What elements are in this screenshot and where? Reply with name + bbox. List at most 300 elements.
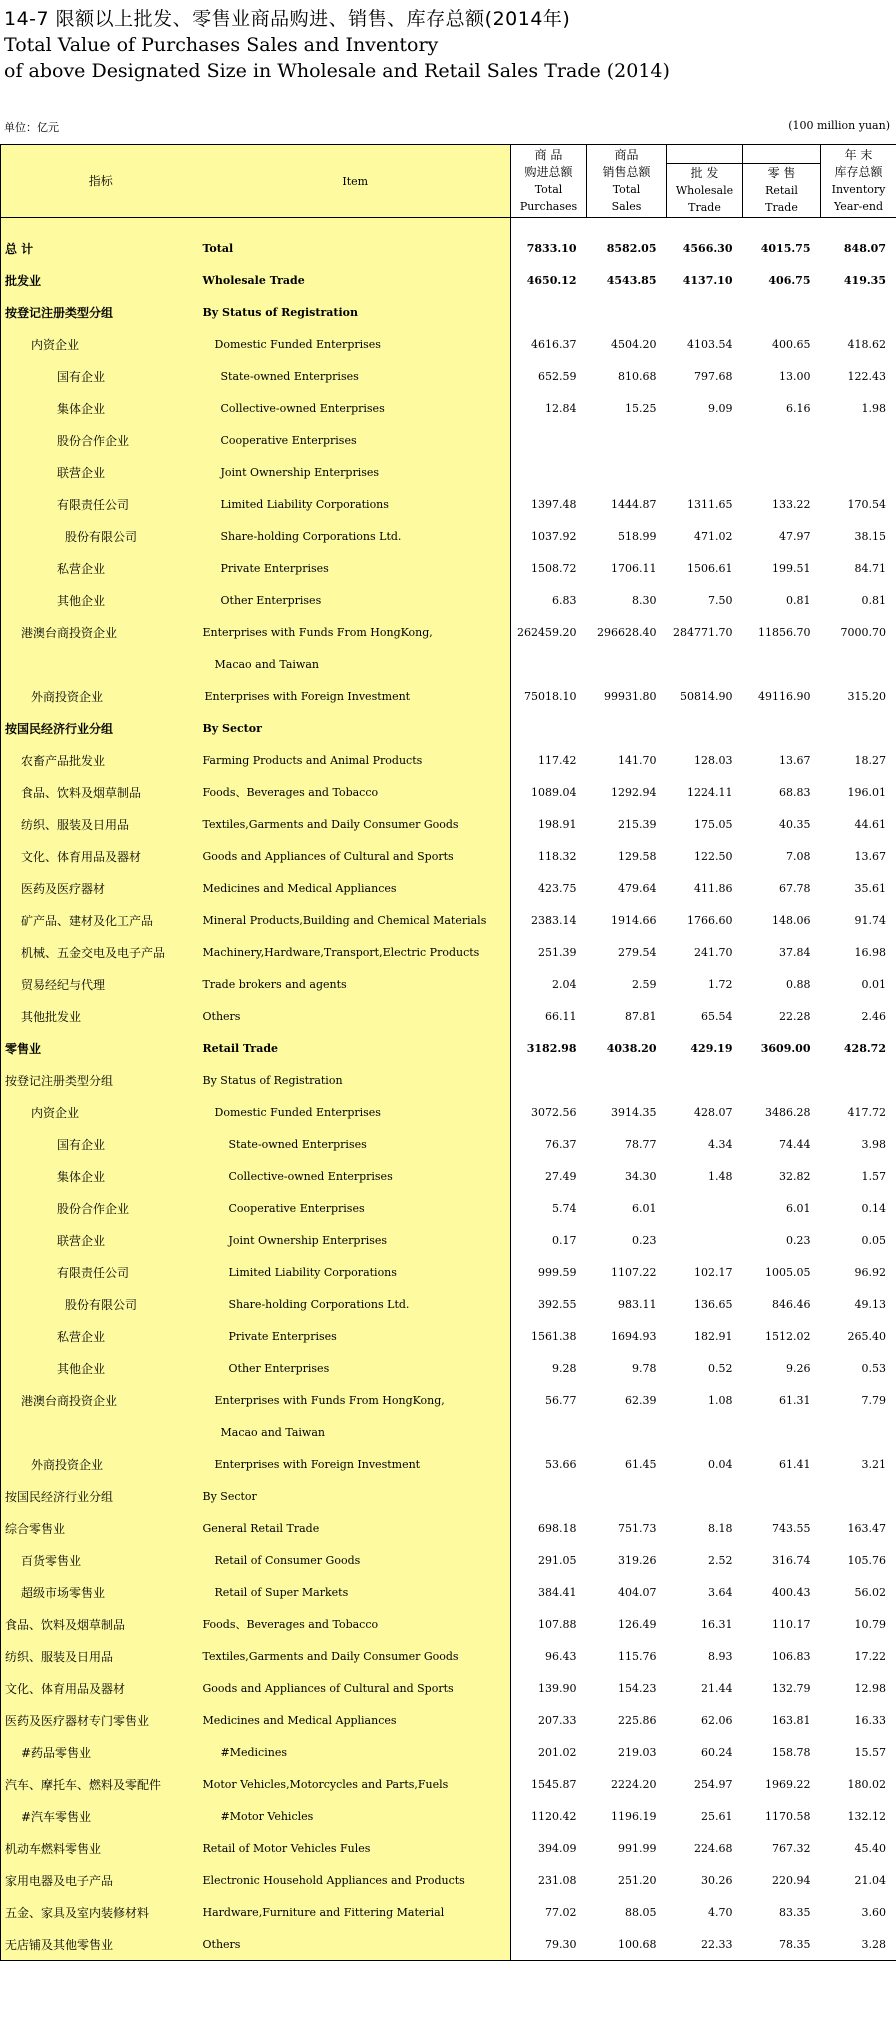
cell-wholesale: 224.68 [694,1841,733,1855]
cell-inventory: 132.12 [821,1800,896,1832]
cell-retail: 11856.70 [758,625,811,639]
cell-purchases: 27.49 [545,1169,577,1183]
cell-inventory: 0.05 [821,1224,896,1256]
cell-inventory: 163.47 [821,1512,896,1544]
row-item-en: Machinery,Hardware,Transport,Electric Products [201,936,511,968]
table-row [1,1288,896,1320]
cell-wholesale: 22.33 [667,1928,743,1961]
cell-inventory: 21.04 [821,1864,896,1896]
cell-sales: 15.25 [625,401,657,415]
table-row [1,648,896,680]
table-row [1,968,896,1000]
row-indicator-cn: 其他企业 [1,584,201,616]
row-item-en: Retail of Motor Vehicles Fules [201,1832,511,1864]
cell-retail: 6.16 [786,401,811,415]
cell-purchases [511,296,587,328]
cell-sales [587,712,667,744]
cell-inventory: 122.43 [821,360,896,392]
cell-inventory: 170.54 [821,488,896,520]
row-item-en: Foods、Beverages and Tobacco [201,776,511,808]
cell-inventory: 7000.70 [821,616,896,648]
row-item-en: Joint Ownership Enterprises [201,456,511,488]
row-indicator-cn: 矿产品、建材及化工产品 [1,904,201,936]
cell-retail: 4015.75 [760,241,811,255]
cell-retail: 32.82 [779,1169,811,1183]
cell-purchases: 66.11 [545,1009,577,1023]
cell-purchases: 56.77 [545,1393,577,1407]
cell-retail: 0.88 [786,977,811,991]
cell-retail: 133.22 [772,497,811,511]
cell-retail: 74.44 [779,1137,811,1151]
header-wholesale [667,164,743,218]
row-item-en: Electronic Household Appliances and Products [201,1864,511,1896]
cell-wholesale: 241.70 [694,945,733,959]
row-indicator-cn: 超级市场零售业 [1,1576,201,1608]
cell-retail: 9.26 [786,1361,811,1375]
row-item-en: Macao and Taiwan [201,648,511,680]
table-row [1,616,896,648]
cell-sales: 1196.19 [611,1809,657,1823]
row-item-en: State-owned Enterprises [201,360,511,392]
row-indicator-cn: 股份有限公司 [1,520,201,552]
row-item-en: Private Enterprises [201,552,511,584]
table-row [1,1416,896,1448]
row-indicator-cn: 股份合作企业 [1,1192,201,1224]
row-item-en: Domestic Funded Enterprises [201,328,511,360]
cell-wholesale [667,1192,743,1224]
cell-retail: 846.46 [772,1297,811,1311]
header-wholesale-en: Wholesale Trade [675,184,734,214]
cell-inventory: 1.57 [821,1160,896,1192]
statistics-table [0,144,896,1961]
row-indicator-cn: 文化、体育用品及器材 [1,1672,201,1704]
cell-sales: 8.30 [632,593,657,607]
cell-wholesale [667,456,743,488]
cell-inventory: 3.60 [821,1896,896,1928]
cell-wholesale [667,1480,743,1512]
spacer-row [1,218,896,233]
cell-purchases [511,1416,587,1448]
cell-sales: 479.64 [618,881,657,895]
table-row [1,1736,896,1768]
cell-purchases [511,648,587,680]
cell-retail: 67.78 [779,881,811,895]
row-indicator-cn: 外商投资企业 [1,680,201,712]
cell-purchases: 75018.10 [524,689,577,703]
table-row [1,1480,896,1512]
cell-inventory: 419.35 [821,264,896,296]
cell-wholesale [667,296,743,328]
table-row [1,1032,896,1064]
row-item-en: Limited Liability Corporations [201,488,511,520]
cell-wholesale: 1311.65 [687,497,733,511]
table-row [1,488,896,520]
table-row [1,552,896,584]
row-item-en: #Medicines [201,1736,511,1768]
cell-inventory: 56.02 [821,1576,896,1608]
row-item-en: Textiles,Garments and Daily Consumer Goods [201,808,511,840]
cell-inventory: 0.14 [821,1192,896,1224]
cell-wholesale: 1224.11 [687,785,733,799]
cell-wholesale: 182.91 [694,1329,733,1343]
table-row [1,776,896,808]
row-indicator-cn [1,648,201,680]
cell-inventory: 15.57 [821,1736,896,1768]
cell-sales: 1444.87 [611,497,657,511]
cell-inventory [821,456,896,488]
cell-retail [743,648,821,680]
row-indicator-cn: 无店铺及其他零售业 [1,1928,201,1961]
cell-wholesale: 0.04 [708,1457,733,1471]
cell-retail: 148.06 [772,913,811,927]
cell-purchases: 76.37 [545,1137,577,1151]
cell-purchases: 999.59 [538,1265,577,1279]
header-wholesale-cn: 批 发 [690,166,719,180]
row-indicator-cn: 联营企业 [1,1224,201,1256]
cell-retail: 68.83 [779,785,811,799]
cell-sales: 225.86 [618,1713,657,1727]
header-purchases [511,145,587,218]
cell-purchases: 652.59 [538,369,577,383]
cell-retail: 83.35 [779,1905,811,1919]
cell-retail: 1512.02 [765,1329,811,1343]
table-row [1,1448,896,1480]
cell-retail [743,712,821,744]
cell-retail: 49116.90 [758,689,811,703]
header-inventory [821,145,896,218]
cell-inventory: 16.33 [821,1704,896,1736]
row-item-en: By Sector [201,1480,511,1512]
cell-wholesale: 122.50 [694,849,733,863]
row-item-en: Share-holding Corporations Ltd. [201,520,511,552]
cell-wholesale: 2.52 [708,1553,733,1567]
cell-wholesale: 4137.10 [682,273,733,287]
header-sales-en: Total Sales [611,183,642,213]
row-indicator-cn: 集体企业 [1,392,201,424]
table-row [1,1768,896,1800]
cell-sales [587,424,667,456]
cell-purchases: 392.55 [538,1297,577,1311]
cell-purchases [511,1064,587,1096]
row-indicator-cn: 股份有限公司 [1,1288,201,1320]
header-indicator: 指标 [1,145,201,218]
cell-retail: 6.01 [786,1201,811,1215]
cell-inventory: 265.40 [821,1320,896,1352]
cell-wholesale: 284771.70 [673,625,733,639]
cell-retail: 13.00 [779,369,811,383]
cell-purchases: 79.30 [511,1928,587,1961]
cell-purchases: 1508.72 [531,561,577,575]
cell-sales: 34.30 [625,1169,657,1183]
cell-inventory: 18.27 [821,744,896,776]
cell-retail: 400.65 [772,337,811,351]
cell-retail: 743.55 [772,1521,811,1535]
table-row [1,1544,896,1576]
cell-inventory: 12.98 [821,1672,896,1704]
table-title-english-line2: of above Designated Size in Wholesale and Retail Sales Trade (2014) [4,60,670,82]
cell-sales [587,648,667,680]
cell-wholesale: 1.48 [708,1169,733,1183]
cell-inventory [821,1480,896,1512]
cell-purchases: 201.02 [538,1745,577,1759]
cell-purchases: 1120.42 [531,1809,577,1823]
cell-sales: 9.78 [632,1361,657,1375]
cell-inventory: 3.21 [821,1448,896,1480]
cell-retail: 1005.05 [765,1265,811,1279]
cell-wholesale [667,1416,743,1448]
cell-retail [743,1064,821,1096]
row-indicator-cn: 其他批发业 [1,1000,201,1032]
table-row [1,840,896,872]
table-row [1,456,896,488]
row-indicator-cn: 按国民经济行业分组 [1,1480,201,1512]
cell-sales: 88.05 [625,1905,657,1919]
table-title-english-line1: Total Value of Purchases Sales and Inventory [4,34,439,56]
cell-wholesale: 136.65 [694,1297,733,1311]
cell-wholesale: 4103.54 [687,337,733,351]
table-row [1,1256,896,1288]
cell-purchases: 251.39 [538,945,577,959]
row-item-en: Retail Trade [201,1032,511,1064]
cell-inventory: 44.61 [821,808,896,840]
table-row [1,360,896,392]
cell-sales: 1694.93 [611,1329,657,1343]
table-body [1,218,896,1961]
cell-retail: 767.32 [772,1841,811,1855]
cell-inventory: 848.07 [821,232,896,264]
cell-wholesale: 797.68 [694,369,733,383]
row-item-en: Total [201,232,511,264]
cell-sales: 251.20 [618,1873,657,1887]
row-item-en: Other Enterprises [201,1352,511,1384]
row-indicator-cn: 综合零售业 [1,1512,201,1544]
cell-inventory: 0.81 [821,584,896,616]
cell-purchases: 394.09 [538,1841,577,1855]
cell-purchases: 6.83 [552,593,577,607]
row-item-en: Medicines and Medical Appliances [201,872,511,904]
table-row [1,296,896,328]
table-row [1,1000,896,1032]
cell-purchases: 231.08 [538,1873,577,1887]
cell-inventory [821,648,896,680]
cell-retail: 47.97 [779,529,811,543]
row-item-en: Others [201,1000,511,1032]
cell-retail: 3609.00 [760,1041,811,1055]
cell-purchases: 2.04 [552,977,577,991]
cell-inventory: 13.67 [821,840,896,872]
table-row [1,424,896,456]
cell-purchases: 262459.20 [517,625,577,639]
cell-wholesale: 65.54 [701,1009,733,1023]
cell-purchases: 4616.37 [531,337,577,351]
row-item-en: Macao and Taiwan [201,1416,511,1448]
table-row [1,1640,896,1672]
cell-retail: 3486.28 [765,1105,811,1119]
cell-wholesale: 60.24 [701,1745,733,1759]
cell-sales: 115.76 [618,1649,657,1663]
cell-inventory: 49.13 [821,1288,896,1320]
cell-retail: 132.79 [772,1681,811,1695]
table-row [1,1128,896,1160]
table-row [1,584,896,616]
row-indicator-cn: 零售业 [1,1032,201,1064]
table-row [1,1352,896,1384]
row-item-en: Medicines and Medical Appliances [201,1704,511,1736]
cell-sales: 141.70 [618,753,657,767]
row-indicator-cn: 有限责任公司 [1,488,201,520]
cell-sales: 983.11 [618,1297,657,1311]
row-item-en: #Motor Vehicles [201,1800,511,1832]
cell-wholesale: 1506.61 [687,561,733,575]
header-inventory-en: Inventory Year-end [831,183,886,213]
table-row [1,1512,896,1544]
cell-sales: 3914.35 [611,1105,657,1119]
cell-retail: 406.75 [768,273,811,287]
cell-purchases [511,712,587,744]
cell-retail [743,1416,821,1448]
cell-retail [743,296,821,328]
row-indicator-cn: 食品、饮料及烟草制品 [1,1608,201,1640]
row-indicator-cn: 内资企业 [1,328,201,360]
row-indicator-cn: 纺织、服装及日用品 [1,808,201,840]
cell-purchases: 198.91 [538,817,577,831]
cell-inventory [821,424,896,456]
row-indicator-cn: 港澳台商投资企业 [1,616,201,648]
cell-inventory: 418.62 [821,328,896,360]
cell-inventory: 17.22 [821,1640,896,1672]
row-item-en: Cooperative Enterprises [201,1192,511,1224]
table-row [1,1192,896,1224]
row-indicator-cn: 医药及医疗器材 [1,872,201,904]
cell-sales: 1107.22 [611,1265,657,1279]
cell-sales: 4504.20 [611,337,657,351]
cell-wholesale: 30.26 [701,1873,733,1887]
cell-retail: 7.08 [786,849,811,863]
cell-inventory: 16.98 [821,936,896,968]
row-indicator-cn: 外商投资企业 [1,1448,201,1480]
cell-purchases [511,1480,587,1512]
cell-sales: 0.23 [632,1233,657,1247]
cell-sales [587,1416,667,1448]
cell-sales: 87.81 [625,1009,657,1023]
cell-wholesale: 1.72 [708,977,733,991]
row-indicator-cn: 国有企业 [1,360,201,392]
row-item-en: Goods and Appliances of Cultural and Sports [201,840,511,872]
unit-label-chinese: 单位：亿元 [4,121,59,134]
cell-sales: 100.68 [587,1928,667,1961]
cell-sales: 126.49 [618,1617,657,1631]
cell-purchases: 423.75 [538,881,577,895]
cell-retail: 13.67 [779,753,811,767]
cell-inventory: 315.20 [821,680,896,712]
row-item-en: Private Enterprises [201,1320,511,1352]
cell-sales: 215.39 [618,817,657,831]
table-row [1,1320,896,1352]
cell-purchases: 5.74 [552,1201,577,1215]
cell-wholesale: 4.70 [708,1905,733,1919]
row-indicator-cn: 百货零售业 [1,1544,201,1576]
header-purchases-cn: 商 品 购进总额 [524,148,573,179]
table-row [1,1608,896,1640]
cell-purchases: 3182.98 [526,1041,577,1055]
row-item-en: Collective-owned Enterprises [201,1160,511,1192]
cell-retail: 163.81 [772,1713,811,1727]
cell-retail: 37.84 [779,945,811,959]
cell-sales: 2.59 [632,977,657,991]
row-indicator-cn: 私营企业 [1,1320,201,1352]
table-row [1,1800,896,1832]
cell-sales: 810.68 [618,369,657,383]
header-retail-cn: 零 售 [767,166,796,180]
row-item-en: Others [201,1928,511,1961]
cell-inventory: 0.53 [821,1352,896,1384]
cell-wholesale: 50814.90 [680,689,733,703]
row-item-en: State-owned Enterprises [201,1128,511,1160]
cell-sales [587,1480,667,1512]
row-item-en: By Status of Registration [201,296,511,328]
row-item-en: By Sector [201,712,511,744]
row-item-en: Limited Liability Corporations [201,1256,511,1288]
row-indicator-cn: 五金、家具及室内装修材料 [1,1896,201,1928]
cell-inventory [821,1416,896,1448]
header-purchases-en: Total Purchases [519,183,578,213]
cell-wholesale: 8.93 [708,1649,733,1663]
cell-wholesale: 9.09 [708,401,733,415]
cell-sales [587,1064,667,1096]
cell-inventory: 2.46 [821,1000,896,1032]
cell-sales: 78.77 [625,1137,657,1151]
cell-retail: 78.35 [743,1928,821,1961]
cell-sales: 129.58 [618,849,657,863]
row-item-en: General Retail Trade [201,1512,511,1544]
row-item-en: By Status of Registration [201,1064,511,1096]
cell-sales [587,456,667,488]
row-indicator-cn: 农畜产品批发业 [1,744,201,776]
cell-sales: 518.99 [618,529,657,543]
cell-wholesale: 4.34 [708,1137,733,1151]
table-row [1,1704,896,1736]
row-indicator-cn: 贸易经纪与代理 [1,968,201,1000]
row-indicator-cn: 纺织、服装及日用品 [1,1640,201,1672]
cell-retail [743,424,821,456]
table-row [1,1896,896,1928]
cell-inventory: 45.40 [821,1832,896,1864]
table-title-chinese: 14-7 限额以上批发、零售业商品购进、销售、库存总额(2014年) [4,8,571,30]
table-row [1,328,896,360]
cell-retail [743,1480,821,1512]
table-row [1,1832,896,1864]
row-indicator-cn: 食品、饮料及烟草制品 [1,776,201,808]
cell-inventory: 196.01 [821,776,896,808]
table-row [1,1224,896,1256]
cell-wholesale [667,424,743,456]
cell-retail: 0.23 [786,1233,811,1247]
table-row [1,936,896,968]
row-indicator-cn: 家用电器及电子产品 [1,1864,201,1896]
cell-inventory: 10.79 [821,1608,896,1640]
row-indicator-cn: 机动车燃料零售业 [1,1832,201,1864]
row-indicator-cn: 集体企业 [1,1160,201,1192]
row-indicator-cn: 文化、体育用品及器材 [1,840,201,872]
cell-purchases: 107.88 [538,1617,577,1631]
cell-retail: 61.41 [779,1457,811,1471]
cell-sales: 1292.94 [611,785,657,799]
row-indicator-cn: #汽车零售业 [1,1800,201,1832]
cell-inventory: 417.72 [821,1096,896,1128]
header-retail-top [743,145,821,164]
row-indicator-cn: 港澳台商投资企业 [1,1384,201,1416]
cell-retail: 400.43 [772,1585,811,1599]
